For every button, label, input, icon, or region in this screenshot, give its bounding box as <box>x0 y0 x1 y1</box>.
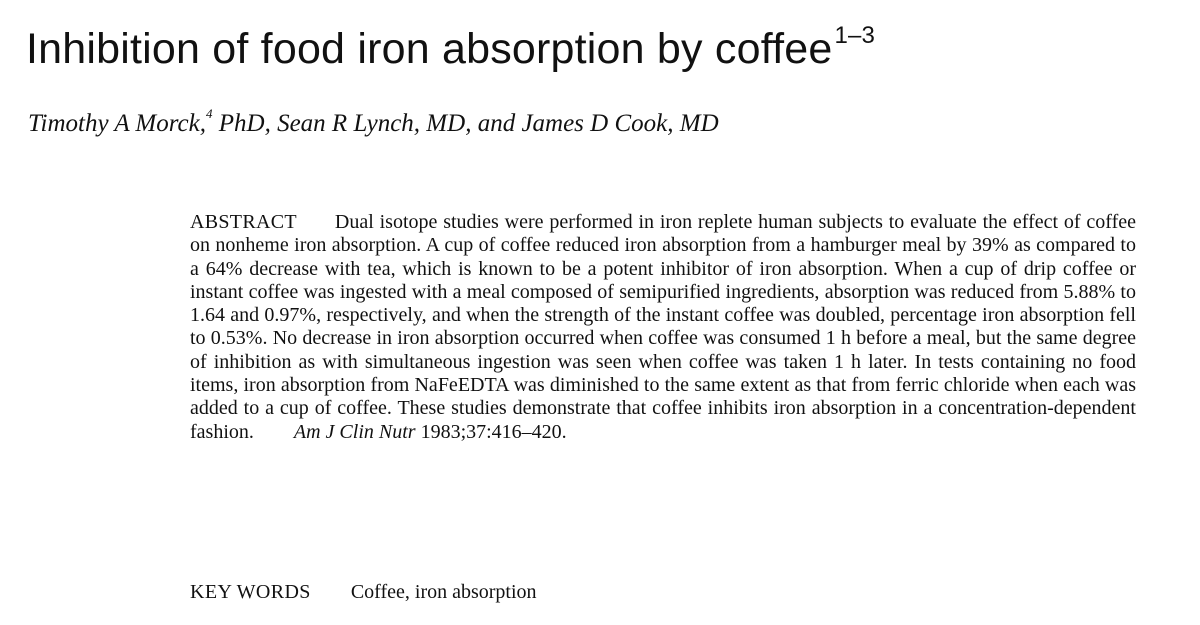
first-author-footnote-mark: 4 <box>206 105 213 121</box>
key-words-label: KEY WORDS <box>190 581 311 603</box>
paper-title-text: Inhibition of food iron absorption by coffee <box>26 25 833 73</box>
citation-journal: Am J Clin Nutr <box>293 420 416 443</box>
author-list <box>28 105 719 139</box>
abstract-body: Dual isotope studies were performed in iron replete human subjects to evaluate the effect of coffee on nonheme iron absorption. A cup of coffee reduced iron absorption from a hamburger meal by 39% as compared to a 64% decrease with tea, which is known to be a potent inhibitor of iron absorption. When a cup of drip coffee or instant coffee was ingested with a meal composed of semipurified ingredients, absorption was reduced from 5.88% to 1.64 and 0.97%, respectively, and when the strength of the instant coffee was doubled, percentage iron absorption fell to 0.53%. No decrease in iron absorption occurred when coffee was consumed 1 h before a meal, but the same degree of inhibition as with simultaneous ingestion was seen when coffee was taken 1 h later. In tests containing no food items, iron absorption from NaFeEDTA was diminished to the same extent as that from ferric chloride when each was added to a cup of coffee. These studies demonstrate that coffee inhibits iron absorption in a concentration-dependent fashion. <box>190 211 1136 443</box>
citation-reference: 1983;37:416–420. <box>415 420 567 443</box>
paper-title <box>26 22 876 73</box>
abstract-label: ABSTRACT <box>190 211 297 233</box>
remaining-authors: PhD, Sean R Lynch, MD, and James D Cook, MD <box>212 110 719 137</box>
title-footnote-marks: 1–3 <box>834 22 876 49</box>
key-words-value: Coffee, iron absorption <box>350 581 537 603</box>
abstract <box>190 211 1136 444</box>
key-words <box>190 581 537 604</box>
first-author: Timothy A Morck, <box>28 110 207 137</box>
